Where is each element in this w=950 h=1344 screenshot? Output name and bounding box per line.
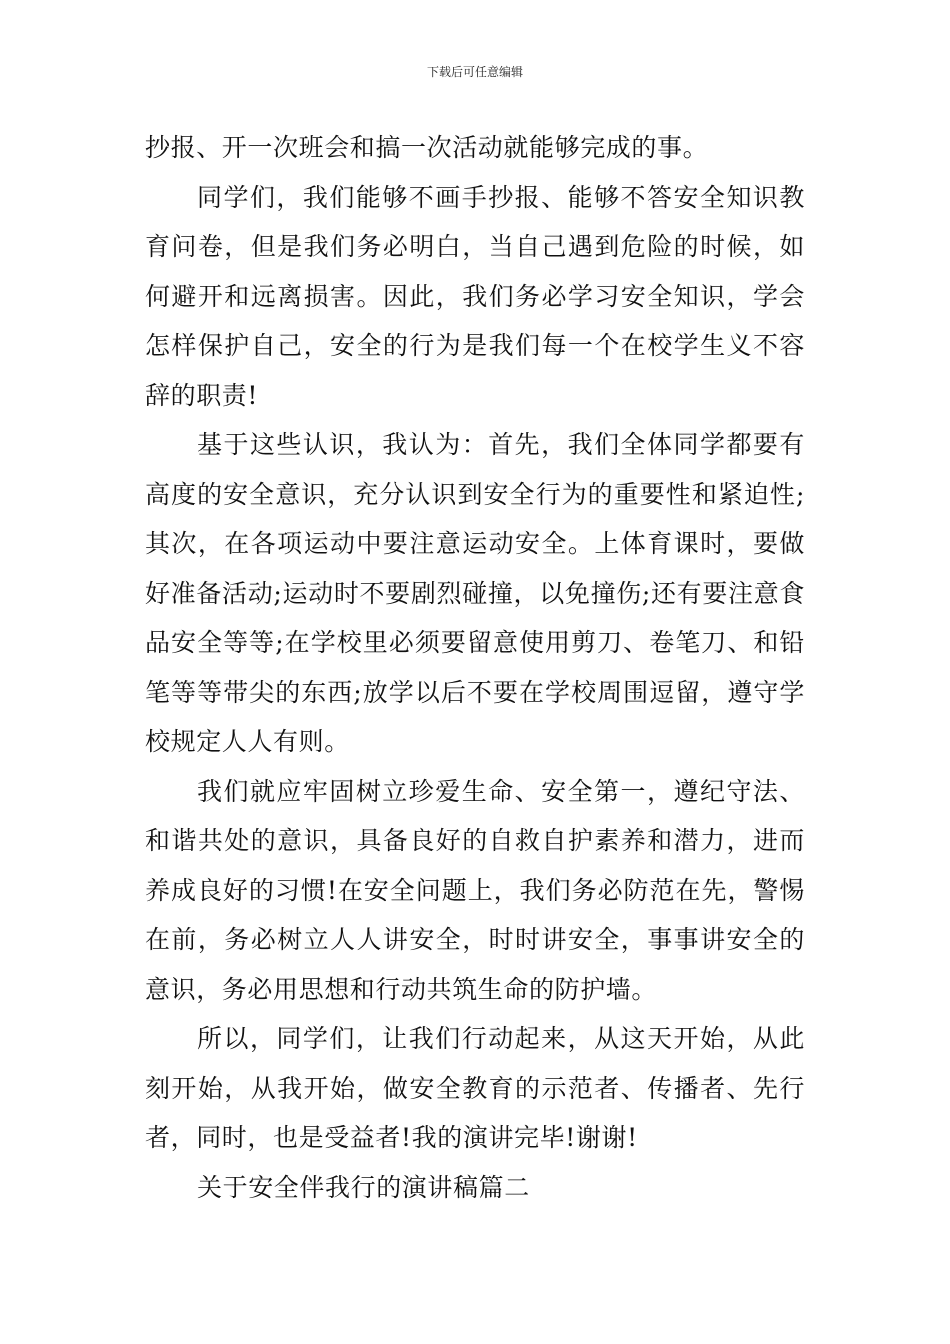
paragraph: 我们就应牢固树立珍爱生命、安全第一，遵纪守法、和谐共处的意识，具备良好的自救自护素养和潜力，进而养成良好的习惯!在安全问题上，我们务必防范在先，警惕在前，务必树立人人讲安全，时时讲安全，事事讲安全的意识，务必用思想和行动共筑生命的防护墙。 (145, 776, 805, 1004)
document-body (145, 123, 805, 1212)
section-heading: 关于安全伴我行的演讲稿篇二 (197, 1172, 530, 1202)
paragraph-continuation: 抄报、开一次班会和搞一次活动就能够完成的事。 (145, 133, 709, 162)
paragraph: 所以，同学们，让我们行动起来，从这天开始，从此刻开始，从我开始，做安全教育的示范者、传播者、先行者，同时，也是受益者!我的演讲完毕!谢谢! (145, 1024, 805, 1152)
paragraph: 基于这些认识，我认为：首先，我们全体同学都要有高度的安全意识，充分认识到安全行为的重要性和紧迫性;其次，在各项运动中要注意运动安全。上体育课时，要做好准备活动;运动时不要剧烈碰撞，以免撞伤;还有要注意食品安全等等;在学校里必须要留意使用剪刀、卷笔刀、和铅笔等等带尖的东西;放学以后不要在学校周围逗留，遵守学校规定人人有则。 (145, 430, 805, 756)
page-header: 下载后可任意编辑 (426, 65, 523, 79)
paragraph: 同学们，我们能够不画手抄报、能够不答安全知识教育问卷，但是我们务必明白，当自己遇到危险的时候，如何避开和远离损害。因此，我们务必学习安全知识，学会怎样保护自己，安全的行为是我们每一个在校学生义不容辞的职责! (145, 182, 805, 410)
